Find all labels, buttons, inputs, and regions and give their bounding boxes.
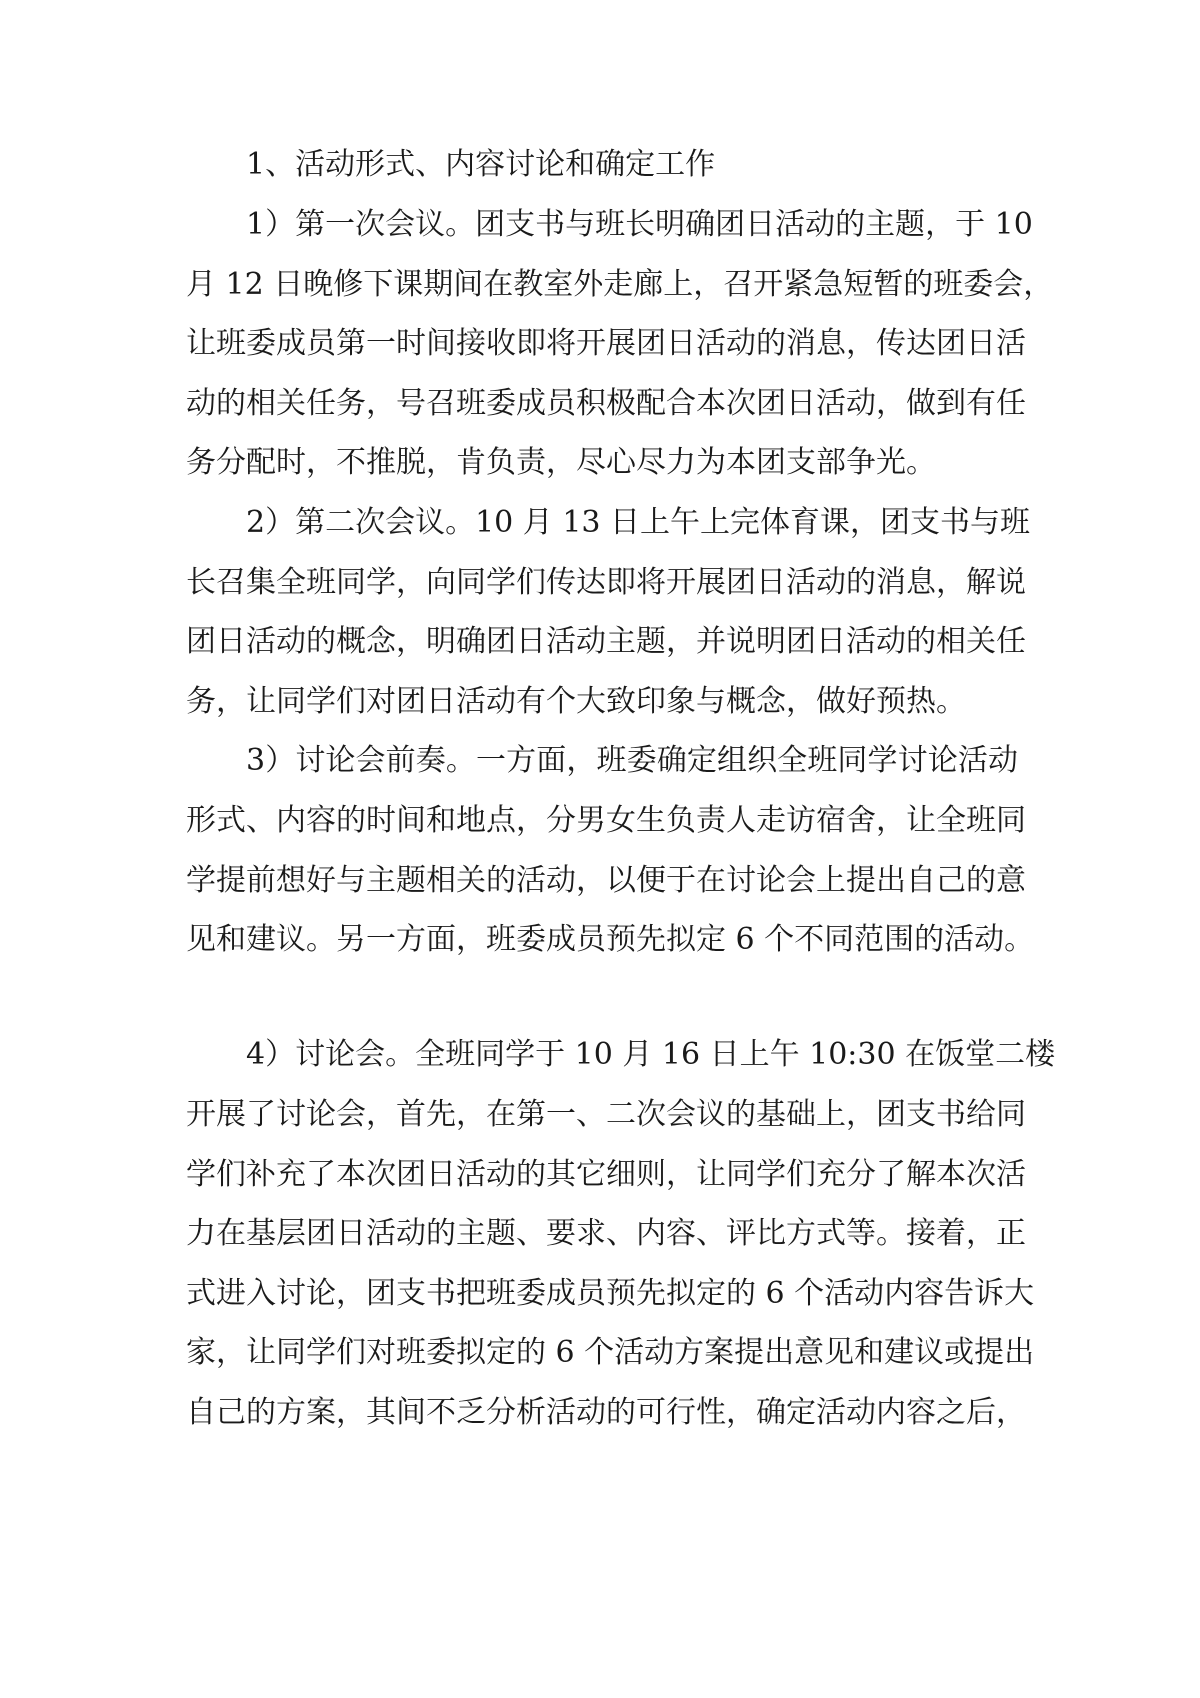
paragraph-line: 2）第二次会议。10 月 13 日上午上完体育课，团支书与班: [246, 505, 1031, 540]
paragraph-line: 团日活动的概念，明确团日活动主题，并说明团日活动的相关任: [186, 624, 1026, 659]
paragraph-line: 动的相关任务，号召班委成员积极配合本次团日活动，做到有任: [186, 386, 1026, 421]
paragraph-line: 家，让同学们对班委拟定的 6 个活动方案提出意见和建议或提出: [186, 1335, 1035, 1370]
paragraph-line: 让班委成员第一时间接收即将开展团日活动的消息，传达团日活: [186, 326, 1026, 361]
paragraph-line: 力在基层团日活动的主题、要求、内容、评比方式等。接着，正: [186, 1216, 1026, 1251]
paragraph-line: 式进入讨论，团支书把班委成员预先拟定的 6 个活动内容告诉大: [186, 1276, 1035, 1311]
paragraph-line: 开展了讨论会，首先，在第一、二次会议的基础上，团支书给同: [186, 1097, 1026, 1132]
paragraph-line: 学们补充了本次团日活动的其它细则，让同学们充分了解本次活: [186, 1157, 1026, 1192]
paragraph-line: 月 12 日晚修下课期间在教室外走廊上，召开紧急短暂的班委会，: [186, 267, 1054, 302]
paragraph-line: 见和建议。另一方面，班委成员预先拟定 6 个不同范围的活动。: [186, 922, 1035, 957]
paragraph-line: 务，让同学们对团日活动有个大致印象与概念，做好预热。: [186, 684, 966, 719]
paragraph-line: 长召集全班同学，向同学们传达即将开展团日活动的消息，解说: [186, 565, 1026, 600]
section-heading: 1、活动形式、内容讨论和确定工作: [246, 147, 716, 182]
paragraph-line: 自己的方案，其间不乏分析活动的可行性，确定活动内容之后，: [186, 1395, 1026, 1430]
paragraph-line: 务分配时，不推脱，肯负责，尽心尽力为本团支部争光。: [186, 445, 936, 480]
paragraph-line: 学提前想好与主题相关的活动，以便于在讨论会上提出自己的意: [186, 863, 1026, 898]
paragraph-line: 4）讨论会。全班同学于 10 月 16 日上午 10:30 在饭堂二楼: [246, 1037, 1056, 1072]
paragraph-line: 形式、内容的时间和地点，分男女生负责人走访宿舍，让全班同: [186, 803, 1026, 838]
paragraph-line: 1）第一次会议。团支书与班长明确团日活动的主题，于 10: [246, 207, 1033, 242]
paragraph-line: 3）讨论会前奏。一方面，班委确定组织全班同学讨论活动: [246, 743, 1018, 778]
